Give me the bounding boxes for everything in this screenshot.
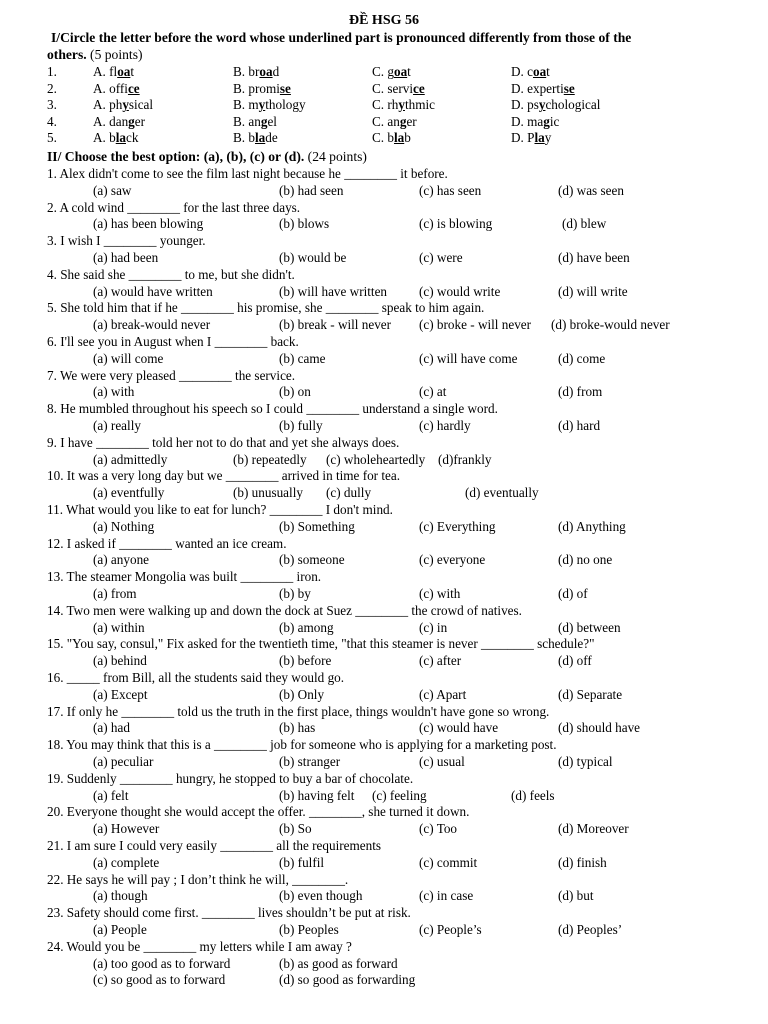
option-c[interactable]: (c) at <box>419 384 447 400</box>
option-a[interactable] <box>93 96 153 113</box>
option-letter: A. <box>93 80 110 96</box>
option-c[interactable] <box>372 129 411 146</box>
option-c[interactable]: (c) in <box>419 619 448 635</box>
option-d[interactable]: (d)frankly <box>438 451 492 467</box>
question-text: 7. We were very pleased ________ the service. <box>47 367 296 383</box>
question-24-stem <box>0 938 768 955</box>
option-letter: C. <box>372 97 388 113</box>
question-18-options <box>0 753 768 770</box>
question-text: 3. I wish I ________ younger. <box>47 233 206 249</box>
option-word: physical <box>109 97 154 113</box>
option-d[interactable]: (d) between <box>558 619 621 635</box>
option-word: rhythmic <box>387 97 436 113</box>
option-c[interactable]: (c) wholeheartedly <box>326 451 426 467</box>
option-c[interactable]: (c) usual <box>419 754 465 769</box>
option-c[interactable] <box>372 113 417 130</box>
option-d[interactable]: (d) but <box>558 888 594 904</box>
question-text: 9. I have ________ told her not to do that and yet she always does. <box>47 434 400 450</box>
option-word: mythology <box>248 97 306 113</box>
question-21-stem <box>0 837 768 854</box>
option-c[interactable]: (c) commit <box>419 854 478 870</box>
option-d[interactable]: (d) Moreover <box>558 821 629 837</box>
option-a[interactable]: (a) Nothing <box>93 518 155 534</box>
question-10-options <box>0 484 768 501</box>
option-c[interactable]: (c) has seen <box>419 182 482 198</box>
option-d[interactable]: (d) finish <box>558 854 607 870</box>
question-text: 2. A cold wind ________ for the last three days. <box>47 199 301 215</box>
option-b[interactable]: (b) will have written <box>279 283 388 299</box>
underlined-part: la <box>393 130 405 146</box>
option-a[interactable]: (a) break-would never <box>93 317 211 333</box>
option-c[interactable]: (c) would write <box>419 283 501 299</box>
question-6-stem <box>0 333 768 350</box>
question-text: 12. I asked if ________ wanted an ice cream. <box>47 535 287 551</box>
question-2-stem <box>0 199 768 216</box>
question-text: 1. Alex didn't come to see the film last night because he ________ it before. <box>47 166 448 181</box>
option-a[interactable]: (a) too good as to forward <box>93 955 231 971</box>
question-22-options <box>0 887 768 904</box>
option-a[interactable]: (a) felt <box>93 787 129 803</box>
question-number: 3. <box>47 97 57 113</box>
question-text: 20. Everyone thought she would accept the offer. ________, she turned it down. <box>47 804 470 820</box>
option-b[interactable]: (b) on <box>279 384 311 400</box>
option-c[interactable]: (c) dully <box>326 485 372 501</box>
question-8-options <box>0 417 768 434</box>
question-16-options <box>0 686 768 703</box>
question-number: 5. <box>47 130 57 146</box>
question-18-stem <box>0 736 768 753</box>
option-b[interactable]: (b) came <box>279 350 326 366</box>
option-a[interactable]: (a) with <box>93 384 135 400</box>
underlined-part: g <box>128 113 135 129</box>
option-letter: D. <box>511 64 528 79</box>
part1-instruction-text-2: others. <box>47 47 87 62</box>
option-word: expertise <box>527 80 575 96</box>
underlined-part: la <box>254 130 266 146</box>
question-text: 16. _____ from Bill, all the students said they would go. <box>47 670 345 685</box>
option-b[interactable] <box>233 129 278 146</box>
option-d[interactable] <box>511 80 575 97</box>
question-number: 4. <box>47 113 57 129</box>
option-d[interactable]: (d) off <box>558 653 592 669</box>
option-d[interactable]: (d) come <box>558 350 606 366</box>
option-b[interactable]: (b) even though <box>279 888 363 904</box>
option-c[interactable]: (c) People’s <box>419 922 482 937</box>
underlined-part: oa <box>259 64 273 79</box>
question-7-options <box>0 383 768 400</box>
option-a[interactable]: (a) Except <box>93 686 148 702</box>
question-text: 14. Two men were walking up and down the dock at Suez ________ the crowd of natives. <box>47 602 522 618</box>
option-letter: C. <box>372 113 388 129</box>
question-23-stem <box>0 904 768 921</box>
option-c[interactable]: (c) Apart <box>419 686 467 702</box>
option-d[interactable]: (d) broke-would never <box>551 317 670 333</box>
option-a[interactable] <box>93 80 140 97</box>
option-a[interactable]: (a) had <box>93 720 130 736</box>
option-b[interactable] <box>233 96 306 113</box>
part1-question-5 <box>0 129 768 146</box>
option-c[interactable]: (c) broke - will never <box>419 317 532 333</box>
option-a[interactable]: (a) complete <box>93 854 160 870</box>
question-text: 17. If only he ________ told us the truth in the first place, things wouldn't have gone so wrong. <box>47 703 550 719</box>
question-number: 1. <box>47 64 57 79</box>
option-c[interactable]: (c) in case <box>419 888 474 904</box>
option-d[interactable]: (d) blew <box>562 216 607 232</box>
option-b[interactable]: (b) before <box>279 653 332 669</box>
option-d[interactable]: (d) Anything <box>558 518 626 534</box>
option-d[interactable]: (d) should have <box>558 720 641 736</box>
option-a[interactable]: (a) saw <box>93 182 132 198</box>
question-text: 10. It was a very long day but we ________ arrived in time for tea. <box>47 468 401 484</box>
option-letter: D. <box>511 130 528 146</box>
option-d[interactable]: (d) have been <box>558 250 630 265</box>
option-b[interactable]: (b) Peoples <box>279 922 339 937</box>
option-a[interactable] <box>93 113 145 130</box>
question-text: 11. What would you like to eat for lunch? ________ I don't mind. <box>47 502 393 517</box>
question-1-options <box>0 182 768 199</box>
option-letter: D. <box>511 113 528 129</box>
option-word: service <box>387 80 425 96</box>
question-6-options <box>0 350 768 367</box>
option-d[interactable] <box>511 96 600 113</box>
option-b[interactable]: (b) fully <box>279 418 323 433</box>
option-b[interactable]: (b) among <box>279 619 334 635</box>
option-d[interactable] <box>511 63 550 80</box>
option-b[interactable]: (b) someone <box>279 552 345 568</box>
option-word: magic <box>527 113 560 129</box>
option-c[interactable]: (c) will have come <box>419 350 518 366</box>
option-letter: B. <box>233 130 249 146</box>
option-d[interactable]: (d) Separate <box>558 686 623 702</box>
option-word: angel <box>248 113 277 129</box>
question-13-options <box>0 585 768 602</box>
underlined-part: y <box>398 97 405 113</box>
part2-points: (24 points) <box>304 149 367 164</box>
option-word: psychological <box>527 97 601 113</box>
question-19-stem <box>0 770 768 787</box>
option-b[interactable]: (b) by <box>279 586 311 601</box>
option-b[interactable]: (b) stranger <box>279 754 341 769</box>
option-c[interactable]: (c) Too <box>419 821 458 837</box>
part1-instruction <box>51 29 631 46</box>
question-text: 5. She told him that if he ________ his promise, she ________ speak to him again. <box>47 300 485 316</box>
question-number: 2. <box>47 80 57 96</box>
question-12-stem <box>0 535 768 552</box>
question-23-options <box>0 921 768 938</box>
question-text: 6. I'll see you in August when I ________ back. <box>47 334 299 349</box>
option-d[interactable]: (d) from <box>558 384 603 400</box>
option-b[interactable]: (b) has <box>279 720 316 736</box>
question-22-stem <box>0 871 768 888</box>
option-a[interactable] <box>93 63 134 80</box>
underlined-part: se <box>563 80 575 96</box>
underlined-part: y <box>538 97 546 113</box>
option-a[interactable]: (a) People <box>93 922 147 937</box>
question-20-stem <box>0 803 768 820</box>
option-word: float <box>109 64 135 79</box>
option-word: blade <box>248 130 278 146</box>
option-letter: B. <box>233 64 249 79</box>
option-a[interactable]: (a) eventfully <box>93 485 165 501</box>
option-b[interactable]: (b) fulfil <box>279 854 325 870</box>
question-16-stem <box>0 669 768 686</box>
option-a[interactable]: (a) behind <box>93 653 147 669</box>
question-12-options <box>0 551 768 568</box>
option-b[interactable] <box>233 113 277 130</box>
option-b[interactable]: (b) unusually <box>233 485 303 501</box>
question-14-stem <box>0 602 768 619</box>
underlined-part: y <box>258 97 266 113</box>
question-4-options <box>0 283 768 300</box>
question-9-stem <box>0 434 768 451</box>
option-b[interactable]: (b) as good as forward <box>279 955 398 971</box>
question-15-stem <box>0 635 768 652</box>
option-c[interactable]: (c) hardly <box>419 418 471 433</box>
option-b[interactable] <box>233 63 279 80</box>
option-c[interactable]: (c) would have <box>419 720 499 736</box>
option-word: black <box>109 130 139 146</box>
option-c[interactable]: (c) with <box>419 586 461 601</box>
exam-title: ĐỀ HSG 56 <box>348 13 419 28</box>
question-19-options <box>0 787 768 804</box>
underlined-part: g <box>399 113 407 129</box>
option-letter: B. <box>233 113 249 129</box>
question-5-stem <box>0 299 768 316</box>
option-d[interactable]: (d) no one <box>558 552 613 568</box>
option-a[interactable]: (a) from <box>93 586 137 601</box>
question-text: 4. She said she ________ to me, but she didn't. <box>47 266 295 282</box>
question-4-stem <box>0 266 768 283</box>
option-letter: A. <box>93 97 110 113</box>
part2-instruction <box>47 148 367 165</box>
option-a[interactable]: (a) within <box>93 619 145 635</box>
option-letter: C. <box>372 130 388 146</box>
option-word: danger <box>109 113 146 129</box>
option-a[interactable]: (a) though <box>93 888 148 904</box>
part1-instruction-cont <box>47 46 143 63</box>
option-c[interactable]: (c) Everything <box>419 518 496 534</box>
question-24-options-line-1 <box>0 955 768 972</box>
option-a[interactable]: (a) However <box>93 821 160 837</box>
option-d[interactable]: (d) typical <box>558 754 613 769</box>
question-2-options <box>0 215 768 232</box>
option-word: Play <box>527 130 552 146</box>
question-14-options <box>0 619 768 636</box>
option-a[interactable]: (a) admittedly <box>93 451 168 467</box>
part1-question-1 <box>0 63 768 80</box>
question-1-stem <box>0 165 768 182</box>
question-11-stem <box>0 501 768 518</box>
question-3-options <box>0 249 768 266</box>
option-letter: C. <box>372 80 388 96</box>
option-c[interactable]: (c) is blowing <box>419 216 493 232</box>
option-b[interactable]: (b) Only <box>279 686 325 702</box>
option-b[interactable]: (b) Something <box>279 518 355 534</box>
option-a[interactable]: (a) had been <box>93 250 159 265</box>
part1-instruction-text: I/Circle the letter before the word whose underlined part is pronounced differently from those of the <box>51 30 632 45</box>
option-word: promise <box>248 80 291 96</box>
option-b[interactable]: (b) So <box>279 821 312 837</box>
question-text: 13. The steamer Mongolia was built ________ iron. <box>47 569 322 585</box>
part1-question-3 <box>0 96 768 113</box>
question-8-stem <box>0 400 768 417</box>
option-b[interactable]: (b) having felt <box>279 787 355 803</box>
option-c[interactable]: (c) were <box>419 250 463 265</box>
option-letter: B. <box>233 97 249 113</box>
option-letter: A. <box>93 130 110 146</box>
option-a[interactable]: (a) would have written <box>93 283 213 299</box>
option-c[interactable] <box>372 80 425 97</box>
option-b[interactable]: (b) blows <box>279 216 330 232</box>
part1-points: (5 points) <box>86 47 143 62</box>
underlined-part: ce <box>413 80 425 96</box>
option-a[interactable]: (a) anyone <box>93 552 150 568</box>
option-d[interactable] <box>511 113 559 130</box>
question-text: 24. Would you be ________ my letters while I am away ? <box>47 938 352 954</box>
option-letter: A. <box>93 113 110 129</box>
question-text: 21. I am sure I could very easily ________ all the requirements <box>47 838 381 853</box>
option-word: broad <box>248 64 280 79</box>
option-a[interactable]: (a) peculiar <box>93 754 154 769</box>
underlined-part: oa <box>532 64 547 79</box>
option-b[interactable] <box>233 80 291 97</box>
option-c[interactable]: (c) feeling <box>372 787 427 803</box>
underlined-part: oa <box>117 64 131 79</box>
option-d[interactable]: (d) will write <box>558 283 628 299</box>
option-c[interactable] <box>372 96 435 113</box>
option-a[interactable]: (a) really <box>93 418 141 433</box>
option-a[interactable]: (a) will come <box>93 350 164 366</box>
option-word: blab <box>387 130 411 146</box>
question-13-stem <box>0 568 768 585</box>
part1-question-4 <box>0 113 768 130</box>
option-c[interactable]: (c) after <box>419 653 462 669</box>
option-c[interactable] <box>372 63 411 80</box>
option-b[interactable]: (b) had seen <box>279 182 344 198</box>
option-c[interactable]: (c) everyone <box>419 552 486 568</box>
question-11-options <box>0 518 768 535</box>
option-letter: A. <box>93 64 110 79</box>
question-7-stem <box>0 367 768 384</box>
question-text: 23. Safety should come first. ________ lives shouldn’t be put at risk. <box>47 905 411 921</box>
underlined-part: se <box>279 80 291 96</box>
option-word: anger <box>387 113 417 129</box>
question-24-options-line-2 <box>0 971 768 988</box>
option-a[interactable] <box>93 129 138 146</box>
option-d[interactable]: (d) of <box>558 586 588 601</box>
option-word: goat <box>387 64 411 79</box>
question-5-options <box>0 316 768 333</box>
option-d[interactable]: (d) hard <box>558 418 601 433</box>
question-text: 18. You may think that this is a ________ job for someone who is applying for a marketing post. <box>47 737 557 753</box>
option-d[interactable]: (d) so good as forwarding <box>279 972 416 988</box>
part1-question-2 <box>0 80 768 97</box>
option-c[interactable]: (c) so good as to forward <box>93 972 226 988</box>
option-letter: D. <box>511 97 528 113</box>
option-b[interactable]: (b) would be <box>279 250 347 265</box>
option-d[interactable] <box>511 129 551 146</box>
option-letter: B. <box>233 80 249 96</box>
option-d[interactable]: (d) feels <box>511 787 555 803</box>
option-word: coat <box>527 64 550 79</box>
question-text: 8. He mumbled throughout his speech so I could ________ understand a single word. <box>47 401 498 417</box>
underlined-part: g <box>260 113 268 129</box>
underlined-part: oa <box>393 64 408 79</box>
underlined-part: la <box>115 130 126 146</box>
question-text: 19. Suddenly ________ hungry, he stopped to buy a bar of chocolate. <box>47 770 414 786</box>
underlined-part: ce <box>127 80 140 96</box>
underlined-part: la <box>534 130 545 146</box>
option-word: office <box>109 80 140 96</box>
question-17-options <box>0 719 768 736</box>
option-letter: D. <box>511 80 528 96</box>
underlined-part: y <box>122 97 129 113</box>
question-20-options <box>0 820 768 837</box>
option-letter: C. <box>372 64 388 79</box>
question-text: 15. "You say, consul," Fix asked for the twentieth time, "that this steamer is never ________ schedule?" <box>47 636 595 652</box>
question-3-stem <box>0 232 768 249</box>
question-17-stem <box>0 703 768 720</box>
question-21-options <box>0 854 768 871</box>
question-9-options <box>0 451 768 468</box>
option-b[interactable]: (b) break - will never <box>279 317 392 333</box>
question-15-options <box>0 652 768 669</box>
option-d[interactable]: (d) was seen <box>558 182 624 198</box>
option-d[interactable]: (d) eventually <box>465 485 539 501</box>
part2-instruction-text: II/ Choose the best option: (a), (b), (c) or (d). <box>47 149 305 164</box>
option-d[interactable]: (d) Peoples’ <box>558 922 623 937</box>
question-10-stem <box>0 467 768 484</box>
option-b[interactable]: (b) repeatedly <box>233 451 307 467</box>
underlined-part: g <box>543 113 550 129</box>
option-a[interactable]: (a) has been blowing <box>93 216 204 232</box>
question-text: 22. He says he will pay ; I don’t think he will, ________. <box>47 871 349 887</box>
